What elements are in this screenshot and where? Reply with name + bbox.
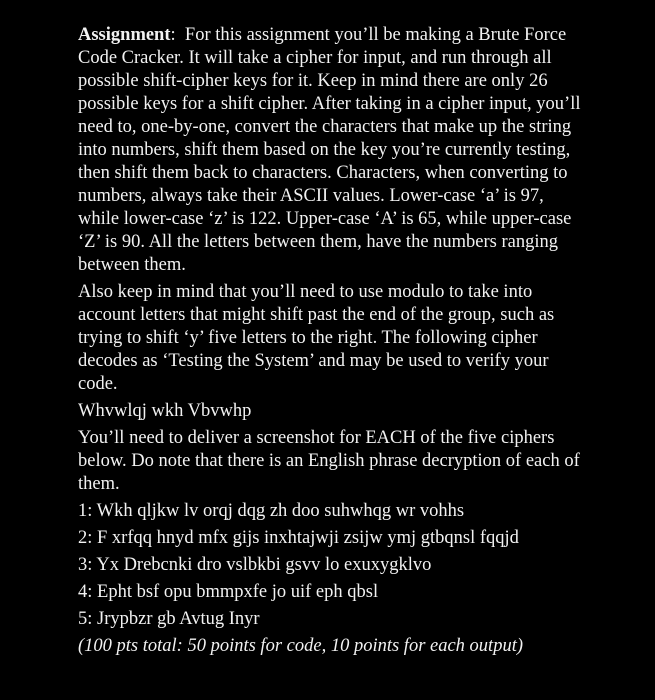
deliverable-paragraph: You’ll need to deliver a screenshot for EACH of the five ciphers below. Do note that there is an English phrase decryption of each of them. (78, 428, 580, 494)
assignment-label-colon: : (170, 25, 176, 45)
assignment-document (78, 24, 583, 662)
cipher-item-2: 2: F xrfqq hnyd mfx gijs inxhtajwji zsijw ymj gtbqnsl fqqjd (78, 528, 519, 548)
cipher-item-1: 1: Wkh qljkw lv orqj dqg zh doo suhwhqg wr vohhs (78, 501, 465, 521)
assignment-intro-paragraph (78, 24, 583, 277)
grading-note: (100 pts total: 50 points for code, 10 points for each output) (78, 636, 524, 656)
modulo-note-paragraph: Also keep in mind that you’ll need to use modulo to take into account letters that might shift past the end of the group, such as trying to shift ‘y’ five letters to the right. The following cipher decodes as ‘Testing the System’ and may be used to verify your code. (78, 282, 555, 394)
cipher-item-5: 5: Jrypbzr gb Avtug Inyr (78, 609, 260, 629)
assignment-intro-text: For this assignment you’ll be making a Brute Force Code Cracker. It will take a cipher for input, and run through all possible shift-cipher keys for it. Keep in mind there are only 26 possible keys for a shift cipher. After taking in a cipher input, you’ll need to, one-by-one, convert the characters that make up the string into numbers, shift them based on the key you’re currently testing, then shift them back to characters. Characters, when converting to numbers, always take their ASCII values. Lower-case ‘a’ is 97, while lower-case ‘z’ is 122. Upper-case ‘A’ is 65, while upper-case ‘Z’ is 90. All the letters between them, have the numbers ranging between them. (78, 25, 581, 275)
assignment-label: Assignment (78, 25, 171, 45)
sample-cipher: Whvwlqj wkh Vbvwhp (78, 401, 252, 421)
cipher-item-3: 3: Yx Drebcnki dro vslbkbi gsvv lo exuxygklvo (78, 555, 432, 575)
cipher-item-4: 4: Epht bsf opu bmmpxfe jo uif eph qbsl (78, 582, 379, 602)
